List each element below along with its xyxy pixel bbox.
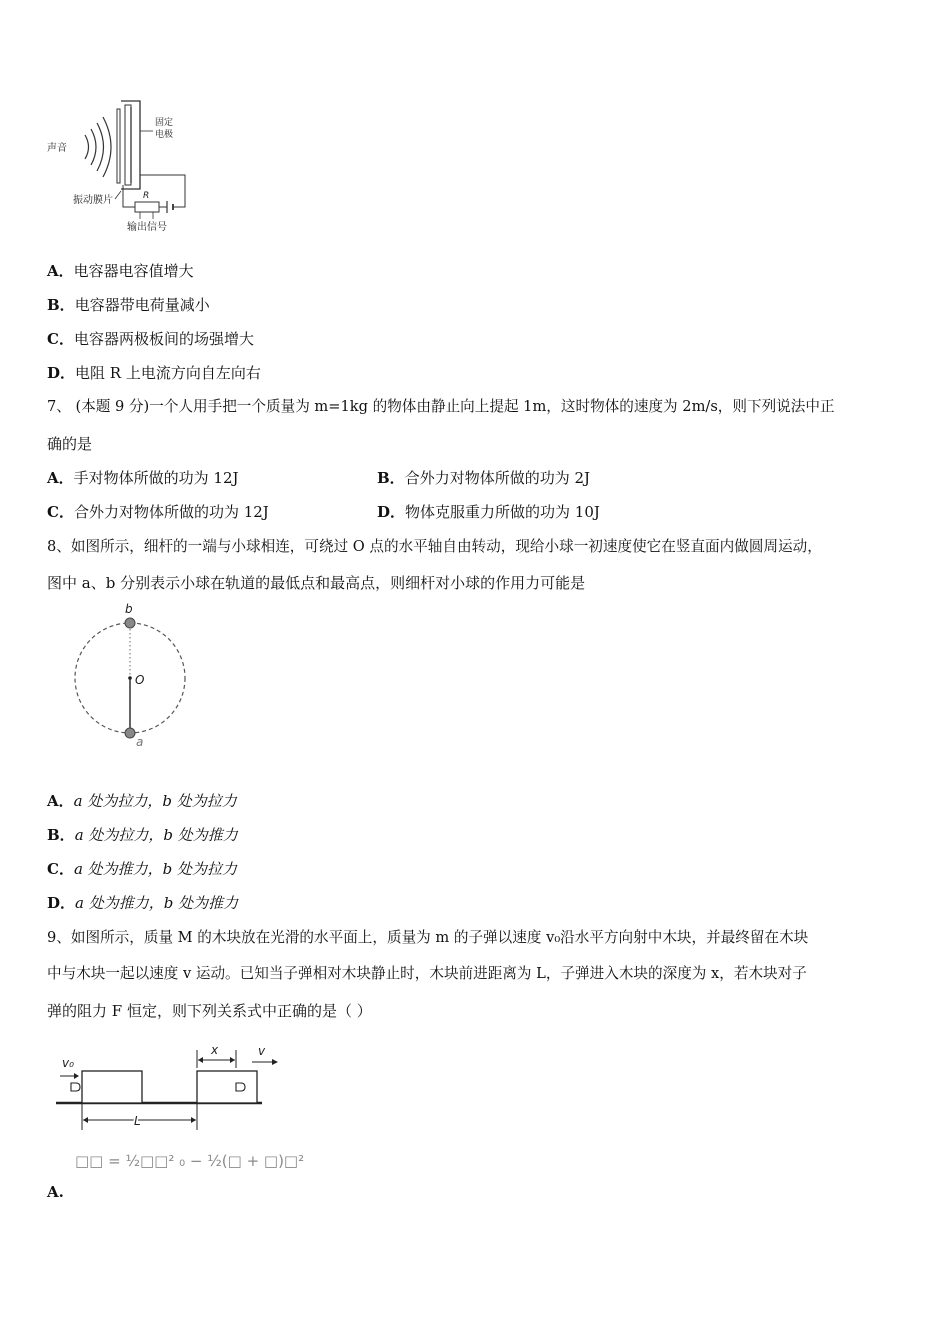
q7-option-a (47, 468, 239, 488)
option-text: 合外力对物体所做的功为 12J (73, 503, 269, 521)
label-o: O (135, 673, 145, 687)
option-letter: D． (47, 364, 76, 382)
option-letter: A． (47, 792, 74, 810)
q9-stem-line-3: 弹的阻力 F 恒定，则下列关系式中正确的是（ ） (47, 1002, 372, 1020)
diaphragm-label: 振动膜片 (73, 195, 113, 206)
v0-arrow-icon (74, 1073, 79, 1079)
circular-motion-figure (70, 600, 195, 750)
vibrating-diaphragm (117, 109, 120, 183)
v0-label: v₀ (62, 1056, 74, 1070)
q6-option-a (47, 261, 194, 281)
block-initial (82, 1071, 142, 1103)
bullet-initial-icon (71, 1083, 80, 1091)
sound-label: 声音 (47, 143, 67, 154)
option-letter: B． (377, 469, 405, 487)
q7-stem-line-1: 7、 (本题 9 分)一个人用手把一个质量为 m=1kg 的物体由静止向上提起 1m，这时物体的速度为 2m/s，则下列说法中正 (47, 398, 835, 415)
resistor-label: R (143, 191, 150, 201)
q9-option-a-formula: □□ = ½□□² ₀ − ½(□ + □)□² (75, 1152, 305, 1170)
option-text: a 处为推力，b 处为拉力 (73, 860, 238, 878)
option-letter: A． (47, 469, 74, 487)
option-text: 电容器带电荷量减小 (74, 296, 210, 314)
v-arrow-icon (272, 1059, 278, 1065)
option-text: 电容器两极板间的场强增大 (73, 330, 254, 348)
v-label: v (258, 1044, 266, 1058)
option-text: 物体克服重力所做的功为 10J (405, 503, 600, 521)
option-letter: A． (47, 262, 74, 280)
fixed-electrode-label-2: 电极 (155, 130, 174, 140)
option-letter: D． (377, 503, 406, 521)
q8-option-d (47, 893, 238, 913)
block-final (197, 1071, 257, 1103)
option-text: a 处为拉力，b 处为推力 (74, 826, 238, 844)
ball-a (125, 728, 135, 738)
option-letter: D． (47, 894, 76, 912)
option-text: 手对物体所做的功为 12J (73, 469, 239, 487)
ball-b (125, 618, 135, 628)
option-text: 电容器电容值增大 (73, 262, 194, 280)
label-b: b (125, 602, 133, 616)
l-label: L (134, 1114, 141, 1128)
q8-option-a (47, 791, 237, 811)
q8-stem-line-2: 图中 a、b 分别表示小球在轨道的最低点和最高点，则细杆对小球的作用力可能是 (47, 574, 586, 592)
option-text: a 处为拉力，b 处为拉力 (73, 792, 237, 810)
q9-stem-line-2: 中与木块一起以速度 v 运动。已知当子弹相对木块静止时，木块前进距离为 L，子弹进入木块的深度为 x，若木块对子 (47, 965, 807, 982)
q9-stem-line-1: 9、如图所示，质量 M 的木块放在光滑的水平面上，质量为 m 的子弹以速度 v₀沿水平方向射中木块，并最终留在木块 (47, 929, 809, 946)
fixed-electrode-label-1: 固定 (155, 118, 174, 128)
option-letter: B． (47, 296, 75, 314)
q8-stem-line-1: 8、如图所示，细杆的一端与小球相连，可绕过 O 点的水平轴自由转动，现给小球一初速度使它在竖直面内做圆周运动， (47, 538, 822, 555)
output-signal-label: 输出信号 (127, 222, 167, 233)
bullet-embedded-icon (236, 1083, 245, 1091)
option-text: 电阻 R 上电流方向自左向右 (75, 364, 261, 382)
x-label: x (211, 1043, 219, 1057)
sound-wave-icon (85, 117, 111, 177)
q9-option-a-letter: A. (47, 1183, 64, 1201)
option-text: 合外力对物体所做的功为 2J (404, 469, 591, 487)
option-letter: C． (47, 503, 74, 521)
q6-option-d (47, 363, 261, 383)
q7-option-b (377, 468, 590, 488)
q8-option-c (47, 859, 237, 879)
capacitor-microphone-figure (45, 95, 195, 235)
option-text: a 处为推力，b 处为推力 (75, 894, 239, 912)
q8-option-b (47, 825, 238, 845)
q6-option-c (47, 329, 254, 349)
bullet-block-figure (50, 1040, 280, 1135)
q7-stem-line-2: 确的是 (47, 435, 93, 453)
q7-option-d (377, 502, 600, 522)
resistor-r (135, 202, 159, 212)
option-letter: C． (47, 330, 74, 348)
q6-option-b (47, 295, 210, 315)
q7-option-c (47, 502, 269, 522)
option-letter: C． (47, 860, 74, 878)
label-a: a (136, 735, 144, 749)
axis-o-point (128, 676, 132, 680)
option-letter: B． (47, 826, 75, 844)
